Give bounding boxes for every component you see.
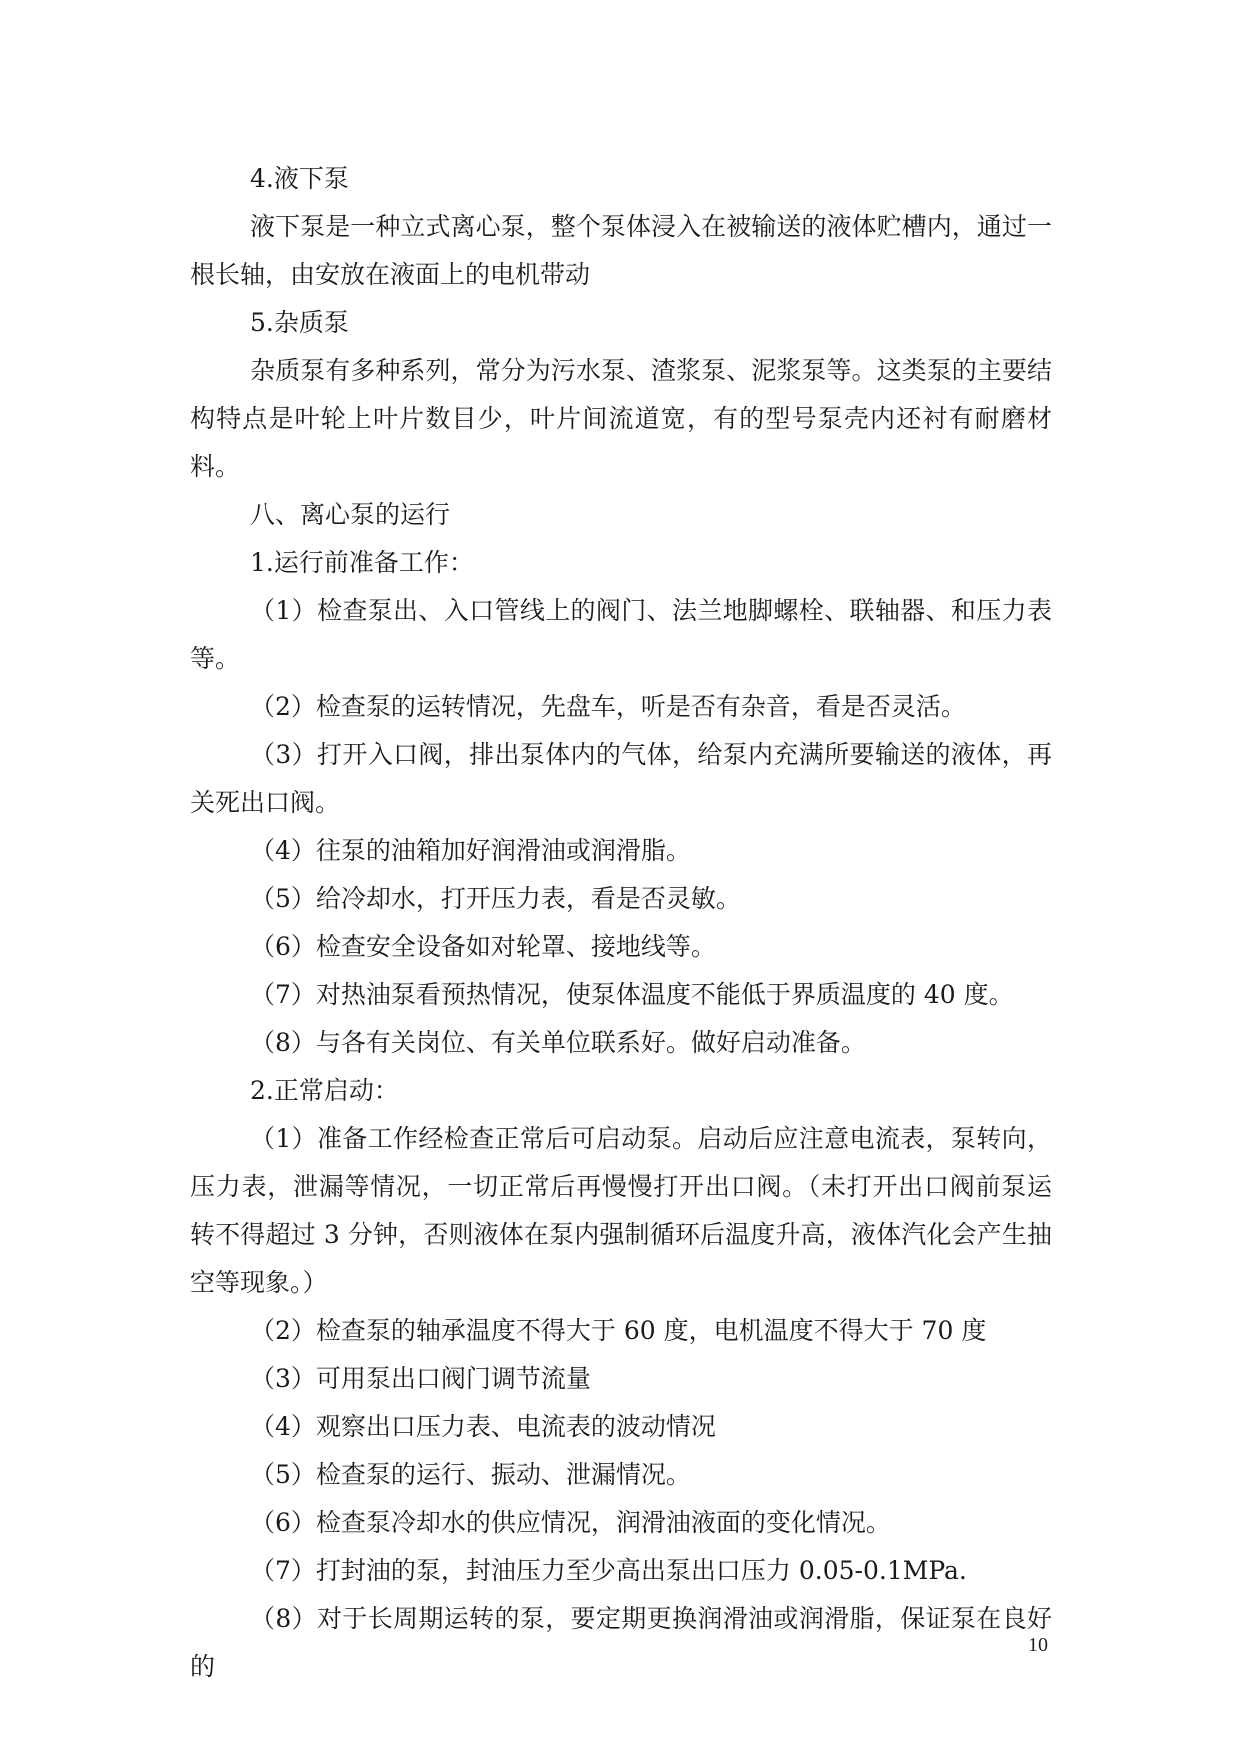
list-item: （1）检查泵出、入口管线上的阀门、法兰地脚螺栓、联轴器、和压力表等。 — [190, 596, 1052, 673]
list-item: （7）对热油泵看预热情况，使泵体温度不能低于界质温度的 40 度。 — [250, 980, 1014, 1009]
list-item: （1）准备工作经检查正常后可启动泵。启动后应注意电流表，泵转向，压力表，泄漏等情况，一切正常后再慢慢打开出口阀。（未打开出口阀前泵运转不得超过 3 分钟，否则液体在泵内强制循环后温度升高，液体汽化会产生抽空等现象。） — [190, 1124, 1052, 1297]
page-number: 10 — [1028, 1634, 1048, 1656]
list-item: （6）检查安全设备如对轮罩、接地线等。 — [250, 932, 716, 961]
subheading-normal-start: 2.正常启动： — [250, 1076, 399, 1105]
list-item: （3）打开入口阀，排出泵体内的气体，给泵内充满所要输送的液体，再关死出口阀。 — [190, 740, 1052, 817]
list-item: （2）检查泵的运转情况，先盘车，听是否有杂音，看是否灵活。 — [250, 692, 966, 721]
list-item: （4）观察出口压力表、电流表的波动情况 — [250, 1412, 716, 1441]
list-item: （3）可用泵出口阀门调节流量 — [250, 1364, 591, 1393]
list-item: （8）对于长周期运转的泵，要定期更换润滑油或润滑脂，保证泵在良好的 — [190, 1604, 1052, 1681]
paragraph-impurity-pump: 杂质泵有多种系列，常分为污水泵、渣浆泵、泥浆泵等。这类泵的主要结构特点是叶轮上叶片数目少，叶片间流道宽，有的型号泵壳内还衬有耐磨材料。 — [190, 356, 1052, 481]
document-body — [190, 155, 1052, 1691]
list-item: （5）检查泵的运行、振动、泄漏情况。 — [250, 1460, 691, 1489]
chapter-heading-operation: 八、离心泵的运行 — [250, 500, 451, 529]
list-item: （4）往泵的油箱加好润滑油或润滑脂。 — [250, 836, 691, 865]
subheading-preparation: 1.运行前准备工作： — [250, 548, 474, 577]
list-item: （8）与各有关岗位、有关单位联系好。做好启动准备。 — [250, 1028, 866, 1057]
paragraph-submersible-pump: 液下泵是一种立式离心泵，整个泵体浸入在被输送的液体贮槽内，通过一根长轴，由安放在液面上的电机带动 — [190, 212, 1052, 289]
list-item: （6）检查泵冷却水的供应情况，润滑油液面的变化情况。 — [250, 1508, 891, 1537]
list-item: （2）检查泵的轴承温度不得大于 60 度，电机温度不得大于 70 度 — [250, 1316, 987, 1345]
list-item: （5）给冷却水，打开压力表，看是否灵敏。 — [250, 884, 741, 913]
section-heading-submersible-pump: 4.液下泵 — [250, 164, 349, 193]
list-item: （7）打封油的泵，封油压力至少高出泵出口压力 0.05-0.1MPa. — [250, 1556, 967, 1585]
section-heading-impurity-pump: 5.杂质泵 — [250, 308, 349, 337]
